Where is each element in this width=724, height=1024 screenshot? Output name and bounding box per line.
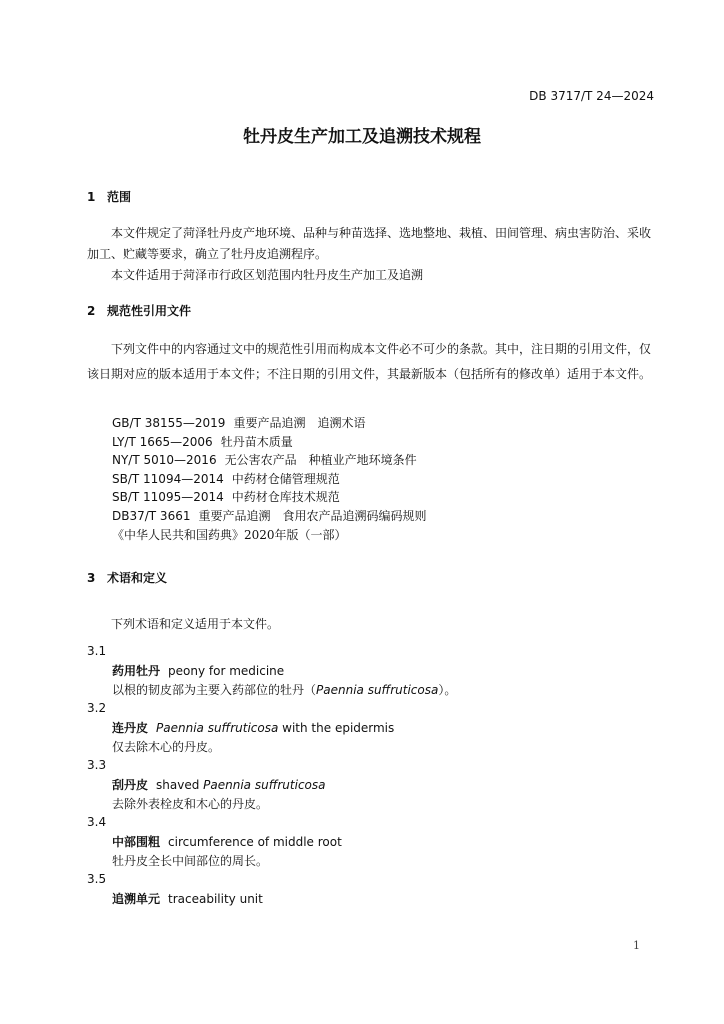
section-number: 3 [87,571,96,585]
terms-intro-text: 下列术语和定义适用于本文件。 [111,617,280,631]
reference-title: 重要产品追溯 追溯术语 [233,416,366,430]
term-number: 3.1 [87,644,107,658]
reference-code: DB37/T 3661 [112,508,191,523]
reference-title: 牡丹苗木质量 [220,434,293,449]
term-name-zh: 连丹皮 [112,721,149,735]
section-title: 规范性引用文件 [107,304,192,318]
term-definition-latin: Paennia suffruticosa [316,683,439,697]
standard-code: DB 3717/T 24—2024 [529,89,654,103]
reference-item [112,507,426,526]
term-name-latin: Paennia suffruticosa [156,721,279,735]
reference-title: 《中华人民共和国药典》2020年版（一部） [112,527,347,542]
section-number: 1 [87,190,96,204]
reference-title: 中药材仓储管理规范 [231,471,340,486]
reference-item [112,526,426,545]
scope-paragraph-2: 本文件适用于菏泽市行政区划范围内牡丹皮生产加工及追溯 [111,268,424,282]
reference-item [112,451,426,470]
reference-code: LY/T 1665—2006 [112,434,213,449]
section-number: 2 [87,304,96,318]
term-definition [112,681,456,698]
reference-code: NY/T 5010—2016 [112,453,217,468]
reference-item [112,488,426,507]
section-heading-normative-refs [87,302,191,319]
term-name-en: shaved [156,778,204,792]
reference-item [112,433,426,452]
reference-code: SB/T 11095—2014 [112,490,224,505]
term-name-zh: 药用牡丹 [112,664,161,678]
reference-item [112,470,426,489]
term-name [112,833,342,850]
reference-title: 中药材仓库技术规范 [231,490,340,505]
section-title: 术语和定义 [107,571,168,585]
term-name-zh: 追溯单元 [112,892,161,906]
scope-body [87,223,657,286]
term-definition: 牡丹皮全长中间部位的周长。 [112,854,269,868]
reference-title: 无公害农产品 种植业产地环境条件 [224,453,417,468]
term-number: 3.2 [87,701,107,715]
reference-code: GB/T 38155—2019 [112,416,226,430]
term-name [112,719,394,736]
terms-intro [87,614,657,635]
term-name-latin: Paennia suffruticosa [203,778,326,792]
term-definition-text-end: ）。 [438,683,457,697]
term-name-en: circumference of middle root [168,835,342,849]
term-number: 3.3 [87,758,107,772]
scope-paragraph-1: 本文件规定了菏泽牡丹皮产地环境、品种与种苗选择、选地整地、栽植、田间管理、病虫害防治、采收加工、贮藏等要求，确立了牡丹皮追溯程序。 [87,226,652,261]
reference-list [112,414,426,544]
section-heading-scope [87,188,131,205]
term-name-en: traceability unit [168,892,263,906]
term-number: 3.4 [87,815,107,829]
term-name-en: peony for medicine [168,664,285,678]
term-definition: 去除外表栓皮和木心的丹皮。 [112,797,269,811]
term-name [112,776,325,793]
page-number: 1 [633,939,640,952]
reference-code: SB/T 11094—2014 [112,471,224,486]
term-name-en: with the epidermis [278,721,395,735]
term-definition-text: 以根的韧皮部为主要入药部位的牡丹（ [112,683,317,697]
section-title: 范围 [107,190,132,204]
term-name-zh: 刮丹皮 [112,778,149,792]
normative-refs-intro [87,337,657,387]
term-name-zh: 中部围粗 [112,835,161,849]
normative-refs-intro-text: 下列文件中的内容通过文中的规范性引用而构成本文件必不可少的条款。其中，注日期的引用文件，仅该日期对应的版本适用于本文件；不注日期的引用文件，其最新版本（包括所有的修改单）适用于本文件。 [87,342,652,381]
term-number: 3.5 [87,872,107,886]
term-definition: 仅去除木心的丹皮。 [112,740,221,754]
reference-title: 重要产品追溯 食用农产品追溯码编码规则 [198,508,427,523]
term-name [112,662,284,679]
reference-item [112,414,426,433]
section-heading-terms [87,569,167,586]
term-name [112,890,263,907]
document-title: 牡丹皮生产加工及追溯技术规程 [243,127,481,147]
